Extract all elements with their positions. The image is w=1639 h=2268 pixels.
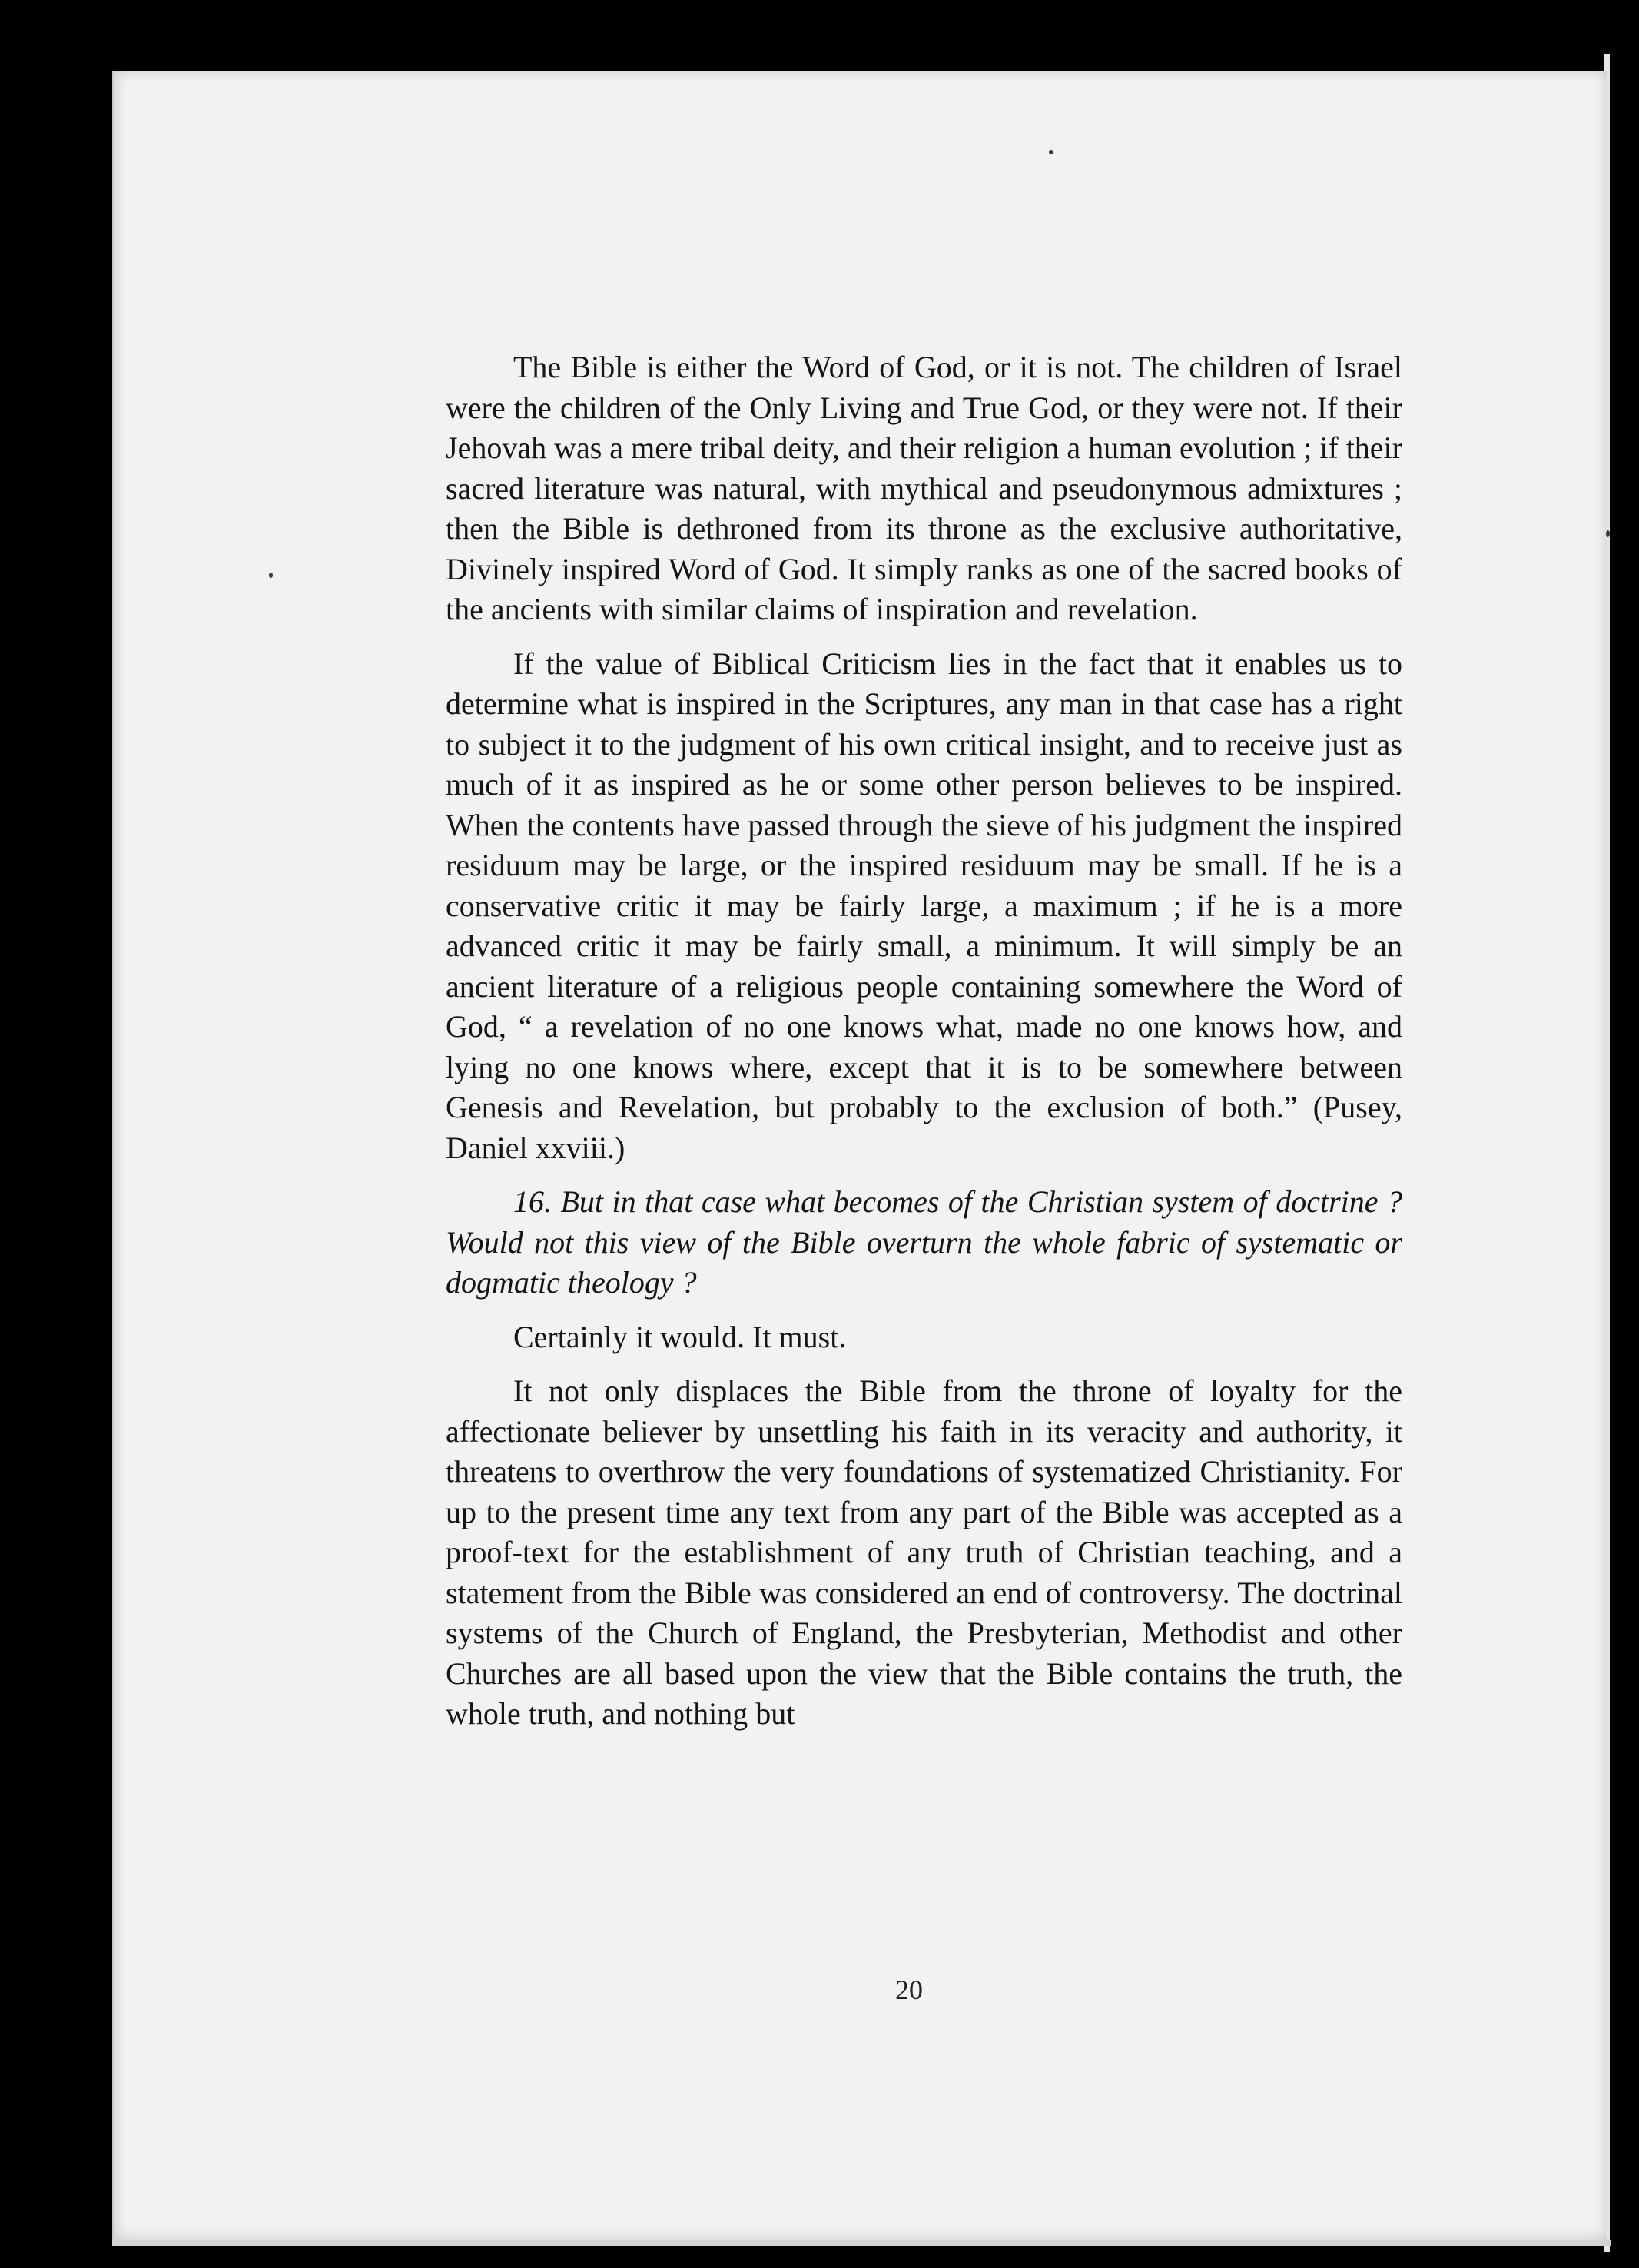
scan-speck bbox=[1606, 530, 1610, 537]
body-text bbox=[446, 347, 1402, 1748]
question-16: 16. But in that case what becomes of the Christian system of doctrine ? Would not this view of the Bible overturn the whole fabric of systematic or dogmatic theology ? bbox=[446, 1184, 1402, 1300]
paragraph-displaces-bible: It not only displaces the Bible from the throne of loyalty for the affectionate believer by unsettling his faith in its veracity and authority, it threatens to overthrow the very foundations of systematized Christianity. For up to the present time any text from any part of the Bible was accepted as a proof-text for the establishment of any truth of Christian teaching, and a statement from the Bible was considered an end of controversy. The doctrinal systems of the Church of England, the Presbyterian, Methodist and other Churches are all based upon the view that the Bible contains the truth, the whole truth, and nothing but bbox=[446, 1373, 1402, 1731]
answer-certainly: Certainly it would. It must. bbox=[513, 1319, 847, 1354]
scan-speck bbox=[1049, 150, 1053, 154]
scan-speck bbox=[269, 573, 273, 578]
paragraph-bible-word-of-god: The Bible is either the Word of God, or it is not. The children of Israel were the children of the Only Living and True God, or they were not. If their Jehovah was a mere tribal deity, and their religion a human evolution ; if their sacred literature was natural, with mythical and pseudonymous admixtures ; then the Bible is dethroned from its throne as the exclusive authoritative, Divinely inspired Word of God. It simply ranks as one of the sacred books of the ancients with similar claims of inspiration and revelation. bbox=[446, 350, 1402, 626]
page-bottom-edge bbox=[112, 2240, 1611, 2246]
page-number: 20 bbox=[895, 1974, 923, 2005]
paragraph-biblical-criticism: If the value of Biblical Criticism lies in the fact that it enables us to determine what is inspired in the Scriptures, any man in that case has a right to subject it to the judgment of his own critical insight, and to receive just as much of it as inspired as he or some other person believes to be inspired. When the contents have passed through the sieve of his judgment the inspired residuum may be large, or the inspired residuum may be small. If he is a conservative critic it may be fairly large, a maximum ; if he is a more advanced critic it may be fairly small, a minimum. It will simply be an ancient literature of a religious people containing somewhere the Word of God, “ a revelation of no one knows what, made no one knows how, and lying no one knows where, except that it is to be somewhere between Genesis and Revelation, but probably to the exclusion of both.” (Pusey, Daniel xxviii.) bbox=[446, 646, 1402, 1165]
